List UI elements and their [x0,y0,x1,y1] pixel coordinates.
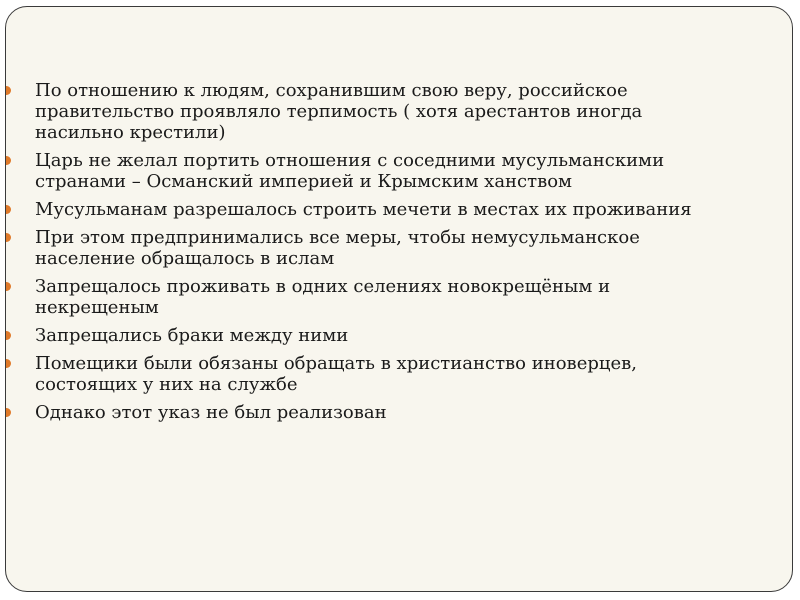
bullet-text: При этом предпринимались все меры, чтобы немусульманское население обращалось в ислам [35,227,640,269]
bullet-text: Мусульманам разрешалось строить мечети в местах их проживания [35,199,692,220]
bullet-list [6,80,766,430]
bullet-dot-icon [5,359,11,368]
bullet-item [6,402,766,423]
bullet-item [6,325,766,346]
bullet-text: Царь не желал портить отношения с соседними мусульманскими странами – Османский империей и Крымским ханством [35,150,665,192]
bullet-dot-icon [5,156,11,165]
slide [5,6,793,592]
bullet-item [6,353,766,395]
bullet-text: Однако этот указ не был реализован [35,402,387,423]
bullet-text: По отношению к людям, сохранившим свою веру, российское правительство проявляло терпимость ( хотя арестантов иногда насильно крестили) [35,80,643,143]
bullet-item [6,150,766,192]
bullet-item [6,199,766,220]
bullet-dot-icon [5,233,11,242]
bullet-item [6,227,766,269]
bullet-text: Запрещались браки между ними [35,325,349,346]
bullet-item [6,80,766,143]
bullet-item [6,276,766,318]
bullet-text: Помещики были обязаны обращать в христианство иноверцев, состоящих у них на службе [35,353,637,395]
bullet-text: Запрещалось проживать в одних селениях новокрещёным и некрещеным [35,276,611,318]
bullet-dot-icon [5,86,11,95]
bullet-dot-icon [5,282,11,291]
bullet-dot-icon [5,408,11,417]
bullet-dot-icon [5,205,11,214]
bullet-dot-icon [5,331,11,340]
